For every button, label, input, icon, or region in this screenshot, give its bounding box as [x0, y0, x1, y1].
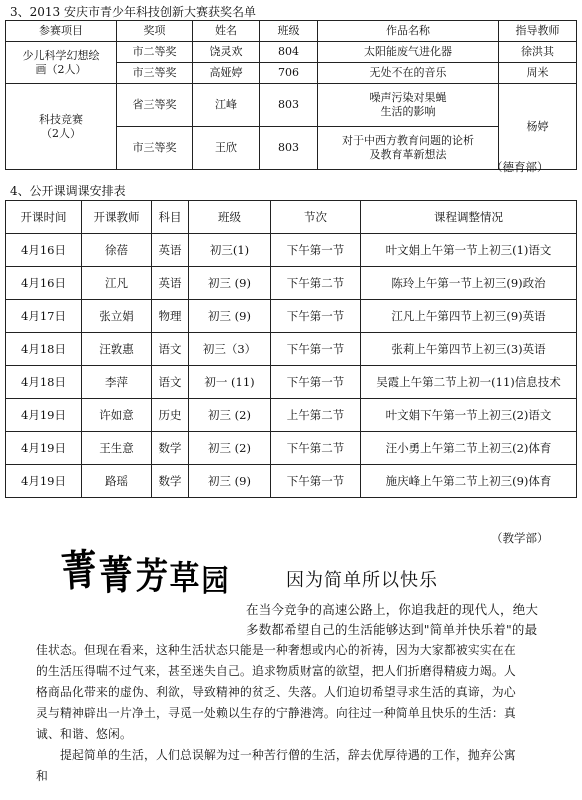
class-cell: 706: [260, 63, 318, 84]
table-row: [6, 42, 577, 63]
work-cell: [318, 84, 499, 127]
teacher-cell: 路瑶: [82, 465, 152, 498]
logo-char: 园: [201, 564, 229, 599]
period-cell: 下午第一节: [271, 366, 361, 399]
work-cell: 太阳能废气进化器: [318, 42, 499, 63]
subject-cell: 语文: [152, 333, 189, 366]
period-cell: 下午第一节: [271, 300, 361, 333]
column-logo: [58, 538, 238, 600]
awards-header-row: [6, 21, 577, 42]
teacher-cell: 江凡: [82, 267, 152, 300]
table-row: [6, 465, 577, 498]
awards-table: [5, 20, 577, 170]
teacher-cell: 徐洪其: [499, 42, 577, 63]
logo-char: 菁: [98, 552, 134, 600]
class-cell: 804: [260, 42, 318, 63]
subject-cell: 英语: [152, 267, 189, 300]
date-cell: 4月18日: [6, 366, 82, 399]
adjust-cell: 汪小勇上午第二节上初三(2)体育: [361, 432, 577, 465]
adjust-cell: 叶文娟上午第一节上初三(1)语文: [361, 234, 577, 267]
awards-section-title: 3、2013 安庆市青少年科技创新大赛获奖名单: [10, 5, 256, 19]
subject-cell: 数学: [152, 465, 189, 498]
name-cell: 高娅婷: [193, 63, 260, 84]
teacher-cell: 李萍: [82, 366, 152, 399]
header-cell: 课程调整情况: [361, 201, 577, 234]
period-cell: 下午第二节: [271, 267, 361, 300]
header-cell: 作品名称: [318, 21, 499, 42]
schedule-section-title: 4、公开课调课安排表: [10, 184, 126, 198]
header-cell: 奖项: [117, 21, 193, 42]
work-line: 生活的影响: [380, 105, 436, 118]
header-cell: 班级: [260, 21, 318, 42]
schedule-table: [5, 200, 577, 498]
teacher-cell: 张立娟: [82, 300, 152, 333]
period-cell: 上午第二节: [271, 399, 361, 432]
work-line: 噪声污染对果蝇: [369, 91, 447, 104]
table-row: [6, 84, 577, 127]
class-cell: 803: [260, 127, 318, 170]
date-cell: 4月19日: [6, 465, 82, 498]
subject-cell: 英语: [152, 234, 189, 267]
adjust-cell: 吴霞上午第二节上初一(11)信息技术: [361, 366, 577, 399]
table-row: [6, 366, 577, 399]
article-title: 因为简单所以快乐: [286, 570, 438, 591]
project-cell: [6, 42, 117, 84]
project-line: （2人）: [41, 126, 81, 140]
name-cell: 王欣: [193, 127, 260, 170]
teacher-cell: 周米: [499, 63, 577, 84]
date-cell: 4月17日: [6, 300, 82, 333]
class-cell: 初三 (9): [189, 300, 271, 333]
logo-char: 芳: [135, 556, 169, 597]
header-cell: 班级: [189, 201, 271, 234]
class-cell: 初三 (9): [189, 465, 271, 498]
class-cell: 初三 (2): [189, 399, 271, 432]
adjust-cell: 叶文娟下午第一节上初三(2)语文: [361, 399, 577, 432]
paragraph-line: 诚、和谐、悠闲。: [36, 727, 132, 741]
project-line: 画（2人）: [35, 62, 87, 76]
date-cell: 4月19日: [6, 432, 82, 465]
table-row: [6, 432, 577, 465]
date-cell: 4月18日: [6, 333, 82, 366]
paragraph-line: 和: [36, 769, 48, 783]
paragraph-line: 提起简单的生活，人们总误解为过一种苦行僧的生活，辞去优厚待遇的工作，抛弃公寓: [60, 748, 516, 762]
period-cell: 下午第一节: [271, 234, 361, 267]
work-line: 对于中西方教育问题的论析: [342, 134, 474, 147]
class-cell: 初三（3）: [189, 333, 271, 366]
paragraph-line: 格商品化带来的虚伪、利欲，导致精神的贫乏、失落。人们迫切希望寻求生活的真谛，为心: [36, 685, 516, 699]
schedule-header-row: [6, 201, 577, 234]
header-cell: 科目: [152, 201, 189, 234]
paragraph-line: 在当今竞争的高速公路上，你追我赶的现代人，绝大: [246, 602, 539, 617]
period-cell: 下午第一节: [271, 465, 361, 498]
subject-cell: 历史: [152, 399, 189, 432]
work-cell: 无处不在的音乐: [318, 63, 499, 84]
teacher-cell: 杨婷: [499, 84, 577, 170]
header-cell: 参赛项目: [6, 21, 117, 42]
table-row: [6, 300, 577, 333]
subject-cell: 数学: [152, 432, 189, 465]
table-row: [6, 234, 577, 267]
project-line: 少儿科学幻想绘: [22, 48, 100, 62]
teacher-cell: 徐蓓: [82, 234, 152, 267]
header-cell: 姓名: [193, 21, 260, 42]
class-cell: 初三(1): [189, 234, 271, 267]
project-line: 科技竞赛: [39, 112, 83, 126]
name-cell: 江峰: [193, 84, 260, 127]
class-cell: 初三 (2): [189, 432, 271, 465]
award-cell: 市三等奖: [117, 127, 193, 170]
header-cell: 节次: [271, 201, 361, 234]
adjust-cell: 陈玲上午第一节上初三(9)政治: [361, 267, 577, 300]
date-cell: 4月16日: [6, 234, 82, 267]
class-cell: 初三 (9): [189, 267, 271, 300]
date-cell: 4月19日: [6, 399, 82, 432]
awards-dept-label: （德育部）: [491, 160, 549, 174]
project-cell: [6, 84, 117, 170]
header-cell: 指导教师: [499, 21, 577, 42]
paragraph-line: 的生活压得喘不过气来，甚至迷失自己。追求物质财富的欲望，把人们折磨得精疲力竭。人: [36, 664, 516, 678]
adjust-cell: 施庆峰上午第二节上初三(9)体育: [361, 465, 577, 498]
class-cell: 初一 (11): [189, 366, 271, 399]
subject-cell: 物理: [152, 300, 189, 333]
award-cell: 省三等奖: [117, 84, 193, 127]
award-cell: 市二等奖: [117, 42, 193, 63]
schedule-dept-label: （教学部）: [491, 531, 549, 545]
award-cell: 市三等奖: [117, 63, 193, 84]
adjust-cell: 江凡上午第四节上初三(9)英语: [361, 300, 577, 333]
table-row: [6, 267, 577, 300]
teacher-cell: 汪敦惠: [82, 333, 152, 366]
paragraph-line: 多数都希望自己的生活能够达到"简单并快乐着"的最: [246, 622, 538, 637]
subject-cell: 语文: [152, 366, 189, 399]
table-row: [6, 399, 577, 432]
logo-char: 菁: [59, 544, 99, 597]
teacher-cell: 许如意: [82, 399, 152, 432]
period-cell: 下午第一节: [271, 333, 361, 366]
teacher-cell: 王生意: [82, 432, 152, 465]
header-cell: 开课时间: [6, 201, 82, 234]
period-cell: 下午第二节: [271, 432, 361, 465]
logo-char: 草: [169, 558, 200, 597]
paragraph-line: 佳状态。但现在看来，这种生活状态只能是一种奢想或内心的祈祷，因为大家都被实实在在: [36, 643, 516, 657]
work-cell: [318, 127, 499, 170]
header-cell: 开课教师: [82, 201, 152, 234]
name-cell: 饶灵欢: [193, 42, 260, 63]
date-cell: 4月16日: [6, 267, 82, 300]
table-row: [6, 333, 577, 366]
work-line: 及教育革新想法: [369, 148, 447, 161]
paragraph-line: 灵与精神辟出一片净土，寻觅一处赖以生存的宁静港湾。向往过一种简单且快乐的生活：真: [36, 706, 516, 720]
adjust-cell: 张莉上午第四节上初三(3)英语: [361, 333, 577, 366]
class-cell: 803: [260, 84, 318, 127]
